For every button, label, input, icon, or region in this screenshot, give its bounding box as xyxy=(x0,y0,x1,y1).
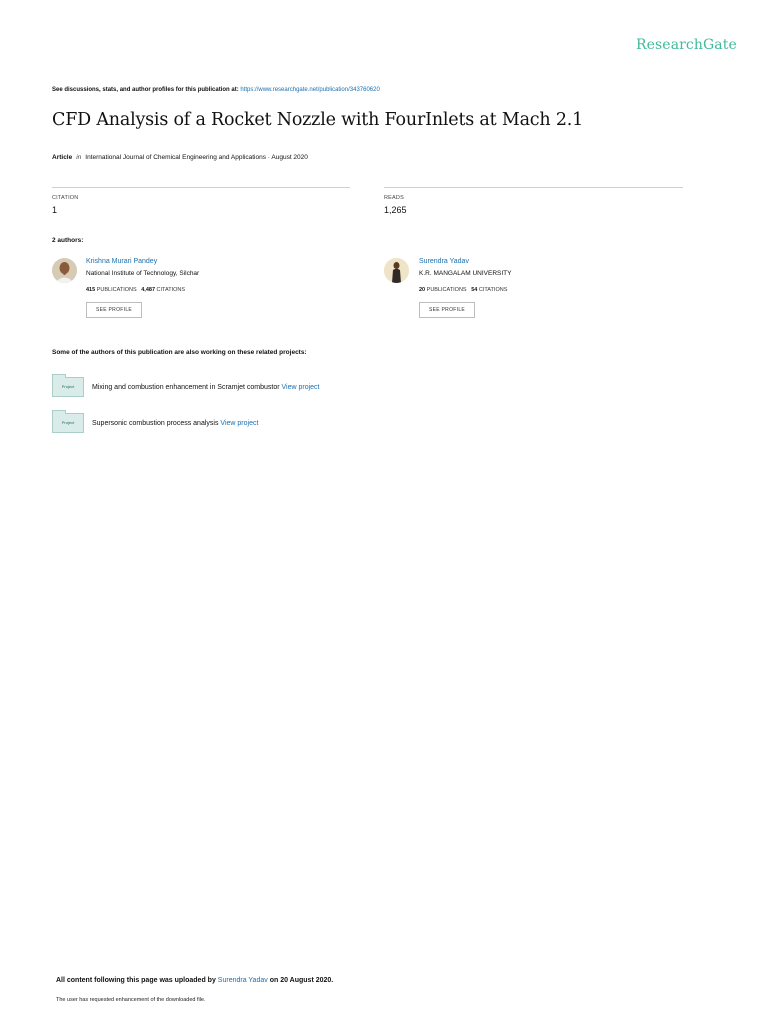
project-title: Supersonic combustion process analysis xyxy=(92,419,219,427)
page-title: CFD Analysis of a Rocket Nozzle with FourInlets at Mach 2.1 xyxy=(52,110,584,130)
related-projects-heading: Some of the authors of this publication are also working on these related projects: xyxy=(52,349,307,356)
citation-value: 1 xyxy=(52,205,58,215)
journal-name: International Journal of Chemical Engineering and Applications · August 2020 xyxy=(85,154,308,161)
publications-count: 415 xyxy=(86,287,96,293)
citations-count: 4,487 xyxy=(141,287,156,293)
citations-count: 54 xyxy=(471,287,478,293)
author-stats xyxy=(419,287,507,293)
researchgate-logo[interactable]: ResearchGate xyxy=(636,37,737,53)
divider-left xyxy=(52,187,350,188)
view-project-link[interactable]: View project xyxy=(220,419,259,427)
article-meta xyxy=(52,154,308,161)
discussion-prefix: See discussions, stats, and author profiles for this publication at: xyxy=(52,87,239,93)
author-name-link[interactable]: Krishna Murari Pandey xyxy=(86,258,158,265)
publications-label: PUBLICATIONS xyxy=(426,287,467,293)
uploader-link[interactable]: Surendra Yadav xyxy=(217,977,268,984)
publications-count: 20 xyxy=(419,287,426,293)
see-profile-button[interactable]: SEE PROFILE xyxy=(86,302,142,318)
see-profile-button[interactable]: SEE PROFILE xyxy=(419,302,475,318)
project-folder-icon: Project xyxy=(52,413,84,433)
avatar[interactable] xyxy=(384,258,409,283)
author-name-link[interactable]: Surendra Yadav xyxy=(419,258,469,265)
authors-heading: 2 authors: xyxy=(52,237,84,244)
citations-label: CITATIONS xyxy=(478,287,508,293)
view-project-link[interactable]: View project xyxy=(281,383,320,391)
meta-in: in xyxy=(76,154,82,161)
author-photo-icon xyxy=(384,258,409,283)
upload-note xyxy=(56,977,333,984)
divider-right xyxy=(384,187,683,188)
reads-label: READS xyxy=(384,195,404,201)
author-institution: National Institute of Technology, Silchar xyxy=(86,270,200,277)
project-title: Mixing and combustion enhancement in Scramjet combustor xyxy=(92,383,280,391)
list-item xyxy=(52,376,320,398)
avatar[interactable] xyxy=(52,258,77,283)
citation-label: CITATION xyxy=(52,195,79,201)
author-institution: K.R. MANGALAM UNIVERSITY xyxy=(419,270,512,277)
project-text xyxy=(92,420,258,427)
author-stats xyxy=(86,287,185,293)
upload-prefix: All content following this page was uploaded by xyxy=(56,977,216,984)
upload-suffix: on 20 August 2020. xyxy=(269,977,334,984)
publication-link[interactable]: https://www.researchgate.net/publication/343760620 xyxy=(240,87,380,93)
citations-label: CITATIONS xyxy=(156,287,186,293)
reads-value: 1,265 xyxy=(384,205,407,215)
discussion-line xyxy=(52,87,380,93)
article-type: Article xyxy=(52,154,73,161)
publications-label: PUBLICATIONS xyxy=(96,287,137,293)
project-folder-icon: Project xyxy=(52,377,84,397)
enhancement-note: The user has requested enhancement of the downloaded file. xyxy=(56,997,206,1003)
author-photo-icon xyxy=(52,258,77,283)
project-text xyxy=(92,384,320,391)
list-item xyxy=(52,412,258,434)
